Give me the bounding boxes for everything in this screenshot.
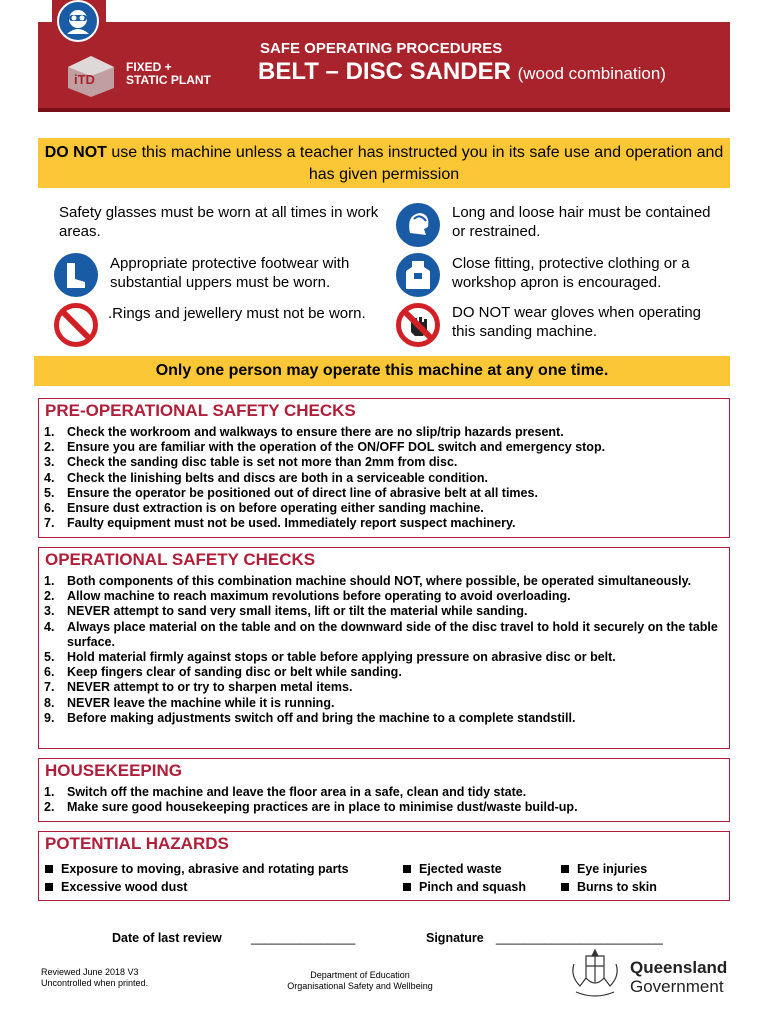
warning-banner bbox=[38, 138, 730, 188]
reviewed-text: Reviewed June 2018 V3 bbox=[41, 967, 139, 977]
apron-icon bbox=[396, 253, 440, 297]
list-item: 1. Switch off the machine and leave the floor area in a safe, clean and tidy state. bbox=[44, 785, 527, 799]
itd-logo bbox=[64, 54, 118, 98]
hazard-item: Pinch and squash bbox=[403, 880, 526, 894]
uncontrolled-text: Uncontrolled when printed. bbox=[41, 978, 149, 988]
housekeeping-list bbox=[44, 785, 723, 815]
list-item: 3. Check the sanding disc table is set not more than 2mm from disc. bbox=[44, 455, 458, 470]
department-text: Department of Education bbox=[310, 970, 410, 980]
svg-text:iTD: iTD bbox=[74, 72, 95, 87]
operational-list bbox=[44, 574, 723, 726]
no-gloves-icon bbox=[396, 303, 440, 347]
hazard-item: Excessive wood dust bbox=[45, 880, 187, 894]
plant-category-label bbox=[126, 61, 211, 87]
list-item: 4. Check the linishing belts and discs are both in a serviceable condition. bbox=[44, 470, 488, 485]
queensland-government-wordmark bbox=[630, 958, 727, 996]
hazard-item: Ejected waste bbox=[403, 862, 502, 876]
plant-label-line-1: FIXED + bbox=[126, 60, 172, 74]
ppe-text-rings: .Rings and jewellery must not be worn. bbox=[108, 305, 366, 322]
title-text: BELT – DISC SANDER bbox=[258, 58, 511, 85]
ppe-text-apron: Close fitting, protective clothing or a workshop apron is encouraged. bbox=[452, 255, 690, 291]
signature-line: ________________________ bbox=[496, 931, 663, 945]
government-text: Government bbox=[630, 977, 724, 996]
hazards-section bbox=[38, 831, 730, 901]
signature-label: Signature bbox=[426, 931, 484, 945]
single-operator-banner: Only one person may operate this machine at any one time. bbox=[34, 356, 730, 386]
list-item: 1. Check the workroom and walkways to ensure there are no slip/trip hazards present. bbox=[44, 425, 564, 439]
review-date-line: _______________ bbox=[251, 931, 356, 945]
housekeeping-title: HOUSEKEEPING bbox=[45, 761, 182, 780]
sop-label: SAFE OPERATING PROCEDURES bbox=[260, 40, 503, 57]
ppe-text-footwear: Appropriate protective footwear with substantial uppers must be worn. bbox=[110, 255, 350, 291]
list-item: 3. NEVER attempt to sand very small items, lift or tilt the material while sanding. bbox=[44, 604, 528, 619]
ppe-text-hair: Long and loose hair must be contained or restrained. bbox=[452, 204, 711, 240]
plant-label-line-2: STATIC PLANT bbox=[126, 73, 211, 87]
list-item: 2. Make sure good housekeeping practices are in place to minimise dust/waste build-up. bbox=[44, 800, 578, 815]
pre-operational-title: PRE-OPERATIONAL SAFETY CHECKS bbox=[45, 401, 356, 420]
list-item: 7. NEVER attempt to or try to sharpen metal items. bbox=[44, 680, 353, 695]
list-item: 5. Ensure the operator be positioned out of direct line of abrasive belt at all times. bbox=[44, 485, 538, 500]
queensland-crest-icon bbox=[566, 946, 624, 1000]
ppe-text-glasses: Safety glasses must be worn at all times in work areas. bbox=[59, 204, 379, 240]
no-rings-icon bbox=[54, 303, 98, 347]
footwear-icon bbox=[54, 253, 98, 297]
hazards-title: POTENTIAL HAZARDS bbox=[45, 834, 229, 853]
hazard-item: Eye injuries bbox=[561, 862, 647, 876]
hair-restraint-icon bbox=[396, 203, 440, 247]
housekeeping-section bbox=[38, 758, 730, 822]
review-date-label: Date of last review bbox=[112, 931, 222, 945]
unit-text: Organisational Safety and Wellbeing bbox=[287, 981, 433, 991]
face-protection-icon bbox=[57, 0, 99, 42]
list-item: 7. Faulty equipment must not be used. Immediately report suspect machinery. bbox=[44, 516, 516, 531]
ppe-text-gloves: DO NOT wear gloves when operating this sanding machine. bbox=[452, 304, 702, 340]
list-item: 6. Ensure dust extraction is on before operating either sanding machine. bbox=[44, 501, 484, 516]
department-note bbox=[276, 970, 444, 992]
warning-text: use this machine unless a teacher has instructed you in its safe use and operation and has given permission bbox=[106, 144, 724, 183]
list-item: 4. Always place material on the table and on the downward side of the disc travel to hold it securely on the table surface. bbox=[44, 619, 718, 649]
list-item: 9. Before making adjustments switch off and bring the machine to a complete standstill. bbox=[44, 710, 576, 725]
pre-operational-list bbox=[44, 425, 723, 531]
face-shield-sign bbox=[52, 0, 106, 44]
list-item: 2. Ensure you are familiar with the operation of the ON/OFF DOL switch and emergency stop. bbox=[44, 440, 606, 455]
hazard-item: Exposure to moving, abrasive and rotating parts bbox=[45, 862, 349, 876]
revision-note bbox=[41, 967, 148, 989]
page-title bbox=[258, 58, 666, 86]
operational-section bbox=[38, 547, 730, 749]
list-item: 8. NEVER leave the machine while it is running. bbox=[44, 695, 335, 710]
queensland-text: Queensland bbox=[630, 958, 728, 977]
pre-operational-section bbox=[38, 398, 730, 538]
list-item: 1. Both components of this combination machine should NOT, where possible, be operated simultaneously. bbox=[44, 574, 692, 588]
hazard-item: Burns to skin bbox=[561, 880, 657, 894]
title-subtitle: (wood combination) bbox=[517, 64, 666, 83]
list-item: 2. Allow machine to reach maximum revolutions before operating to avoid overloading. bbox=[44, 589, 571, 604]
operational-title: OPERATIONAL SAFETY CHECKS bbox=[45, 550, 316, 569]
list-item: 5. Hold material firmly against stops or table before applying pressure on abrasive disc or belt. bbox=[44, 650, 616, 665]
warning-bold: DO NOT bbox=[44, 144, 107, 161]
list-item: 6. Keep fingers clear of sanding disc or belt while sanding. bbox=[44, 665, 402, 680]
